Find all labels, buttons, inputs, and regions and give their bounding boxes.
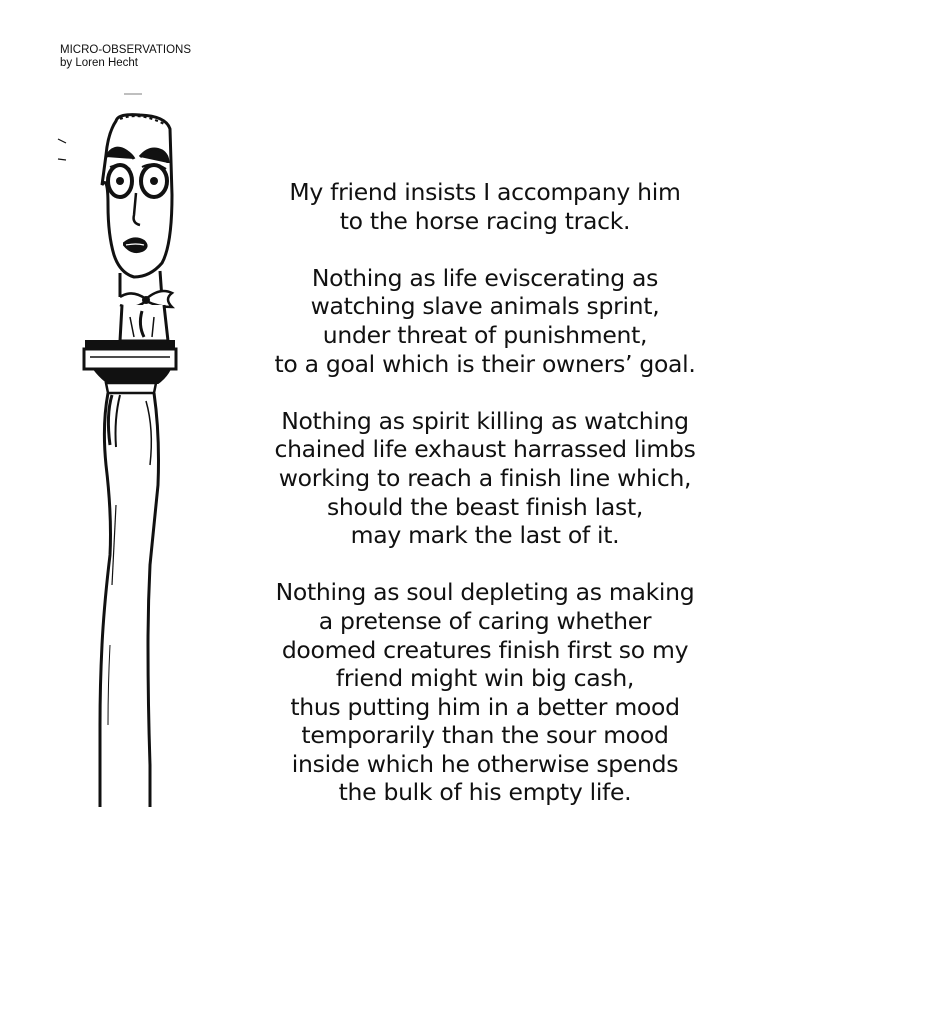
stanza-3	[238, 407, 732, 550]
poem-line: inside which he otherwise spends	[291, 749, 679, 778]
stanza-1	[238, 178, 732, 235]
poem-line: chained life exhaust harrassed limbs	[274, 435, 696, 464]
poem-line: working to reach a finish line which,	[278, 463, 692, 492]
series-title: MICRO-OBSERVATIONS	[60, 44, 191, 56]
poem-line: should the beast finish last,	[326, 492, 644, 521]
poem-line: to the horse racing track.	[339, 206, 631, 235]
byline: by Loren Hecht	[60, 57, 138, 69]
poem-line: to a goal which is their owners’ goal.	[274, 349, 696, 378]
long-necked-figure-drawing-icon	[50, 85, 190, 815]
poem-line: watching slave animals sprint,	[310, 292, 660, 321]
poem-line: Nothing as soul depleting as making	[275, 578, 695, 607]
poem-line: My friend insists I accompany him	[289, 178, 681, 206]
poem-line: doomed creatures finish first so my	[281, 635, 689, 664]
poem-line: Nothing as life eviscerating as	[311, 263, 659, 292]
stanza-2	[238, 264, 732, 378]
poem-line: thus putting him in a better mood	[290, 692, 680, 721]
poem	[238, 178, 732, 807]
stanza-4	[238, 578, 732, 807]
poem-line: temporarily than the sour mood	[301, 721, 669, 750]
poem-line: under threat of punishment,	[322, 320, 648, 349]
poem-line: Nothing as spirit killing as watching	[281, 406, 689, 435]
poem-line: the bulk of his empty life.	[338, 778, 632, 807]
poem-line: a pretense of caring whether	[318, 606, 652, 635]
header	[60, 44, 191, 70]
poem-line: friend might win big cash,	[335, 664, 635, 693]
poem-line: may mark the last of it.	[350, 521, 620, 550]
